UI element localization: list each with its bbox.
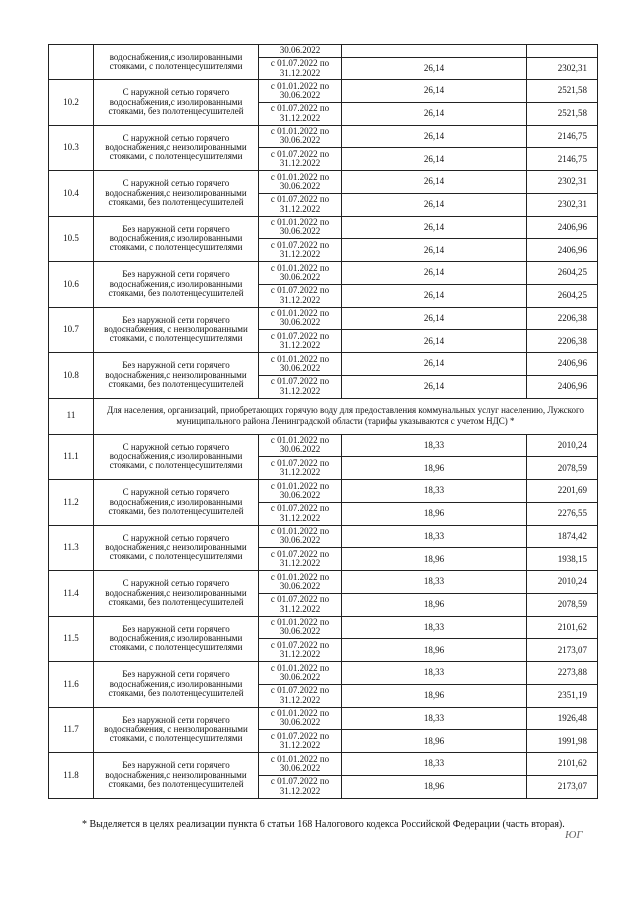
table-row xyxy=(49,262,598,285)
period-cell: с 01.07.2022 по 31.12.2022 xyxy=(259,284,342,307)
item-number-cell: 11.3 xyxy=(49,525,94,571)
table-row xyxy=(49,480,598,503)
period-cell: с 01.07.2022 по 31.12.2022 xyxy=(259,457,342,480)
period-cell: с 01.07.2022 по 31.12.2022 xyxy=(259,775,342,798)
rate-cell: 18,96 xyxy=(342,730,527,753)
tariff-cell: 2302,31 xyxy=(527,58,598,80)
period-cell: с 01.07.2022 по 31.12.2022 xyxy=(259,330,342,353)
rate-cell: 18,96 xyxy=(342,593,527,616)
tariff-cell: 2010,24 xyxy=(527,571,598,594)
period-cell: с 01.07.2022 по 31.12.2022 xyxy=(259,639,342,662)
tariff-table xyxy=(48,44,598,799)
rate-cell: 26,14 xyxy=(342,330,527,353)
period-cell: с 01.07.2022 по 31.12.2022 xyxy=(259,239,342,262)
item-number-cell: 11.6 xyxy=(49,662,94,708)
table-row xyxy=(49,171,598,194)
table-row xyxy=(49,125,598,148)
consumer-category-cell: С наружной сетью горячего водоснабжения,с изолированными стояками, без полотенцесушителей xyxy=(94,80,259,126)
rate-cell: 18,33 xyxy=(342,753,527,776)
tariff-cell: 2078,59 xyxy=(527,457,598,480)
item-number-cell: 11.8 xyxy=(49,753,94,799)
rate-cell: 26,14 xyxy=(342,58,527,80)
rate-cell: 18,96 xyxy=(342,548,527,571)
rate-cell: 26,14 xyxy=(342,125,527,148)
rate-cell: 18,33 xyxy=(342,616,527,639)
table-row xyxy=(49,662,598,685)
rate-cell: 18,96 xyxy=(342,639,527,662)
item-number-cell: 10.4 xyxy=(49,171,94,217)
table-row xyxy=(49,45,598,58)
item-number-cell: 10.6 xyxy=(49,262,94,308)
period-cell: с 01.01.2022 по 30.06.2022 xyxy=(259,525,342,548)
consumer-category-cell: Без наружной сети горячего водоснабжения,с неизолированными стояками, без полотенцесушителей xyxy=(94,753,259,799)
period-cell: с 01.07.2022 по 31.12.2022 xyxy=(259,684,342,707)
table-row xyxy=(49,707,598,730)
consumer-category-cell: С наружной сетью горячего водоснабжения,с изолированными стояками, с полотенцесушителями xyxy=(94,434,259,480)
rate-cell: 26,14 xyxy=(342,284,527,307)
item-number-cell xyxy=(49,45,94,80)
consumer-category-cell: С наружной сетью горячего водоснабжения,с неизолированными стояками, с полотенцесушителями xyxy=(94,125,259,171)
table-row xyxy=(49,434,598,457)
period-cell: с 01.01.2022 по 30.06.2022 xyxy=(259,216,342,239)
rate-cell: 26,14 xyxy=(342,239,527,262)
period-cell: с 01.01.2022 по 30.06.2022 xyxy=(259,171,342,194)
rate-cell: 18,96 xyxy=(342,775,527,798)
tariff-cell: 2604,25 xyxy=(527,262,598,285)
rate-cell: 26,14 xyxy=(342,148,527,171)
period-cell: с 01.01.2022 по 30.06.2022 xyxy=(259,80,342,103)
consumer-category-cell: Без наружной сети горячего водоснабжения, с неизолированными стояками, с полотенцесушителями xyxy=(94,307,259,353)
period-cell: 30.06.2022 xyxy=(259,45,342,58)
rate-cell: 18,33 xyxy=(342,662,527,685)
item-number-cell: 10.8 xyxy=(49,353,94,399)
consumer-category-cell: Без наружной сети горячего водоснабжения,с изолированными стояками, с полотенцесушителями xyxy=(94,216,259,262)
table-row xyxy=(49,616,598,639)
tariff-cell: 1938,15 xyxy=(527,548,598,571)
item-number-cell: 10.5 xyxy=(49,216,94,262)
section-header-row xyxy=(49,398,598,434)
tariff-cell: 2206,38 xyxy=(527,330,598,353)
item-number-cell: 11.2 xyxy=(49,480,94,526)
section-title-cell: Для населения, организаций, приобретающих горячую воду для предоставления коммунальных услуг населению, Лужского муниципального района Ленинградской области (тарифы указываются с учетом НДС) * xyxy=(94,398,598,434)
item-number-cell: 11.1 xyxy=(49,434,94,480)
item-number-cell: 10.3 xyxy=(49,125,94,171)
table-row xyxy=(49,753,598,776)
tariff-cell: 2206,38 xyxy=(527,307,598,330)
consumer-category-cell: Без наружной сети горячего водоснабжения,с неизолированными стояками, без полотенцесушителей xyxy=(94,353,259,399)
table-row xyxy=(49,353,598,376)
rate-cell: 26,14 xyxy=(342,375,527,398)
rate-cell: 18,33 xyxy=(342,707,527,730)
period-cell: с 01.07.2022 по 31.12.2022 xyxy=(259,193,342,216)
tariff-cell: 2146,75 xyxy=(527,148,598,171)
period-cell: с 01.01.2022 по 30.06.2022 xyxy=(259,307,342,330)
consumer-category-cell: С наружной сетью горячего водоснабжения,с изолированными стояками, без полотенцесушителей xyxy=(94,480,259,526)
rate-cell xyxy=(342,45,527,58)
period-cell: с 01.07.2022 по 31.12.2022 xyxy=(259,102,342,125)
tariff-cell: 2010,24 xyxy=(527,434,598,457)
item-number-cell: 11.5 xyxy=(49,616,94,662)
period-cell: с 01.07.2022 по 31.12.2022 xyxy=(259,502,342,525)
period-cell: с 01.01.2022 по 30.06.2022 xyxy=(259,353,342,376)
tariff-cell: 2146,75 xyxy=(527,125,598,148)
item-number-cell: 10.7 xyxy=(49,307,94,353)
rate-cell: 18,33 xyxy=(342,525,527,548)
period-cell: с 01.01.2022 по 30.06.2022 xyxy=(259,434,342,457)
period-cell: с 01.07.2022 по 31.12.2022 xyxy=(259,375,342,398)
consumer-category-cell: С наружной сетью горячего водоснабжения,с неизолированными стояками, без полотенцесушителей xyxy=(94,571,259,617)
tariff-cell: 2406,96 xyxy=(527,353,598,376)
period-cell: с 01.07.2022 по 31.12.2022 xyxy=(259,548,342,571)
table-row xyxy=(49,216,598,239)
period-cell: с 01.01.2022 по 30.06.2022 xyxy=(259,480,342,503)
period-cell: с 01.07.2022 по 31.12.2022 xyxy=(259,58,342,80)
rate-cell: 26,14 xyxy=(342,193,527,216)
consumer-category-cell: Без наружной сети горячего водоснабжения,с изолированными стояками, без полотенцесушителей xyxy=(94,262,259,308)
consumer-category-cell: Без наружной сети горячего водоснабжения,с изолированными стояками, без полотенцесушителей xyxy=(94,662,259,708)
tariff-cell: 2276,55 xyxy=(527,502,598,525)
tariff-cell: 2302,31 xyxy=(527,193,598,216)
period-cell: с 01.01.2022 по 30.06.2022 xyxy=(259,262,342,285)
rate-cell: 26,14 xyxy=(342,353,527,376)
period-cell: с 01.01.2022 по 30.06.2022 xyxy=(259,753,342,776)
item-number-cell: 11.7 xyxy=(49,707,94,753)
rate-cell: 18,96 xyxy=(342,502,527,525)
rate-cell: 26,14 xyxy=(342,102,527,125)
period-cell: с 01.07.2022 по 31.12.2022 xyxy=(259,730,342,753)
period-cell: с 01.01.2022 по 30.06.2022 xyxy=(259,662,342,685)
tariff-cell: 2273,88 xyxy=(527,662,598,685)
tariff-cell: 2201,69 xyxy=(527,480,598,503)
table-row xyxy=(49,571,598,594)
item-number-cell: 11.4 xyxy=(49,571,94,617)
tariff-cell: 2101,62 xyxy=(527,753,598,776)
tariff-cell: 1874,42 xyxy=(527,525,598,548)
rate-cell: 18,96 xyxy=(342,684,527,707)
tariff-cell: 2173,07 xyxy=(527,775,598,798)
section-number-cell: 11 xyxy=(49,398,94,434)
table-row xyxy=(49,80,598,103)
tariff-cell: 2604,25 xyxy=(527,284,598,307)
rate-cell: 26,14 xyxy=(342,216,527,239)
rate-cell: 26,14 xyxy=(342,262,527,285)
tariff-table-body xyxy=(49,45,598,799)
handwritten-mark: ЮГ xyxy=(565,829,583,841)
rate-cell: 18,33 xyxy=(342,434,527,457)
table-row xyxy=(49,525,598,548)
rate-cell: 26,14 xyxy=(342,80,527,103)
rate-cell: 26,14 xyxy=(342,171,527,194)
tariff-cell: 2351,19 xyxy=(527,684,598,707)
tariff-cell: 1926,48 xyxy=(527,707,598,730)
table-row xyxy=(49,307,598,330)
tariff-cell: 2406,96 xyxy=(527,239,598,262)
tariff-cell: 2406,96 xyxy=(527,216,598,239)
rate-cell: 18,33 xyxy=(342,480,527,503)
rate-cell: 18,96 xyxy=(342,457,527,480)
consumer-category-cell: Без наружной сети горячего водоснабжения,с изолированными стояками, с полотенцесушителями xyxy=(94,616,259,662)
period-cell: с 01.01.2022 по 30.06.2022 xyxy=(259,616,342,639)
consumer-category-cell: С наружной сетью горячего водоснабжения,с неизолированными стояками, с полотенцесушителями xyxy=(94,525,259,571)
tariff-cell: 2302,31 xyxy=(527,171,598,194)
tariff-cell: 2521,58 xyxy=(527,80,598,103)
tariff-cell: 1991,98 xyxy=(527,730,598,753)
tariff-cell xyxy=(527,45,598,58)
consumer-category-cell: водоснабжения,с изолированными стояками, с полотенцесушителями xyxy=(94,45,259,80)
tariff-cell: 2101,62 xyxy=(527,616,598,639)
tariff-cell: 2078,59 xyxy=(527,593,598,616)
period-cell: с 01.01.2022 по 30.06.2022 xyxy=(259,125,342,148)
period-cell: с 01.01.2022 по 30.06.2022 xyxy=(259,707,342,730)
period-cell: с 01.07.2022 по 31.12.2022 xyxy=(259,148,342,171)
consumer-category-cell: Без наружной сети горячего водоснабжения, с неизолированными стояками, с полотенцесушителями xyxy=(94,707,259,753)
period-cell: с 01.01.2022 по 30.06.2022 xyxy=(259,571,342,594)
period-cell: с 01.07.2022 по 31.12.2022 xyxy=(259,593,342,616)
rate-cell: 26,14 xyxy=(342,307,527,330)
tariff-cell: 2173,07 xyxy=(527,639,598,662)
rate-cell: 18,33 xyxy=(342,571,527,594)
item-number-cell: 10.2 xyxy=(49,80,94,126)
footnote: * Выделяется в целях реализации пункта 6 статьи 168 Налогового кодекса Российской Федерации (часть вторая). xyxy=(82,819,565,830)
tariff-cell: 2406,96 xyxy=(527,375,598,398)
consumer-category-cell: С наружной сетью горячего водоснабжения,с неизолированными стояками, без полотенцесушителей xyxy=(94,171,259,217)
tariff-cell: 2521,58 xyxy=(527,102,598,125)
